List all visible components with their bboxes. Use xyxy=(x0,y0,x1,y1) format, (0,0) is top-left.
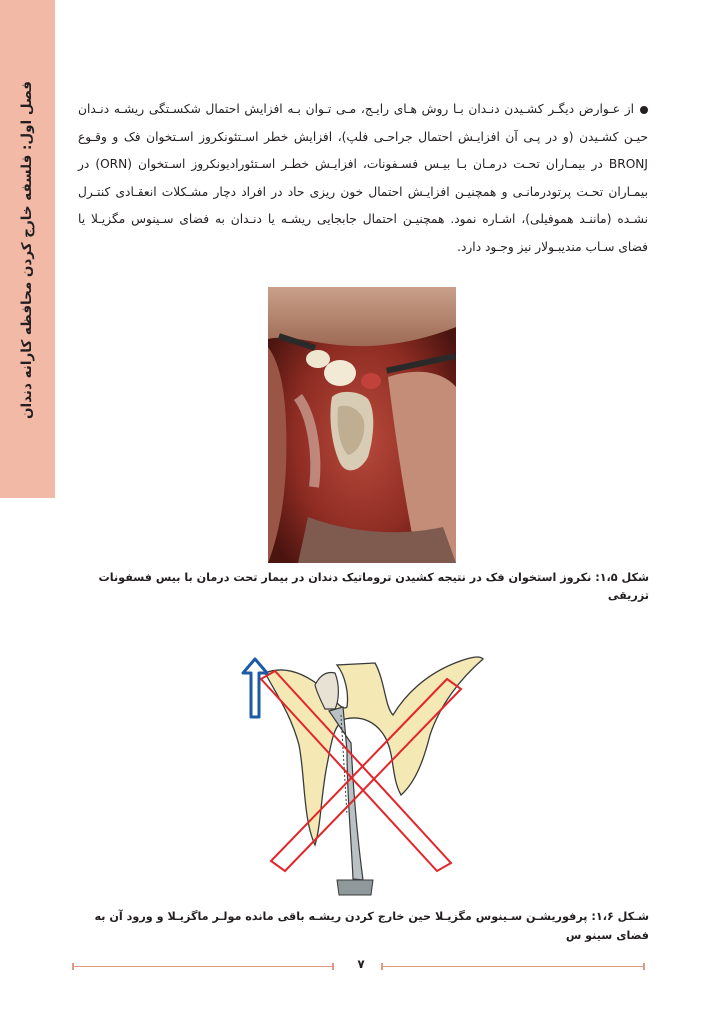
figure-1-caption: شکل ۱،۵: نکروز استخوان فک در نتیجه کشیدن تروماتیک دندان در بیمار تحت درمان با بیس فسفونات تزریقی xyxy=(98,571,649,602)
chapter-title: فصل اول: فلسفه خارج کردن محافظه کارانه دندان xyxy=(19,80,35,420)
clinical-photo-jaw-necrosis xyxy=(268,287,456,563)
page-number: ۷ xyxy=(357,957,365,971)
paragraph-text: از عـوارض دیگـر کشـیدن دنـدان بـا روش هـای رایـج، مـی تـوان بـه افزایش احتمال شکسـتگی ریشـه دنـدان حیـن کشـیدن (و در پـی آن افزایـش احتمال جراحـی فلپ)، افزایش خطر اسـتئونکروز اسـتخوان فک و وقـوع BRONJ در بیمـاران تحـت درمـان بـا بیـس فسـفونات، افزایـش خطـر اسـتئورادیونکروز اسـتخوان (ORN) در بیمـاران تحـت پرتودرمانـی و همچنیـن افزایـش احتمال خون ریزی حاد در افراد دچار مشـکلات انعقـادی کنتـرل نشـده (ماننـد هموفیلی)، اشـاره نمود. همچنیـن احتمال جابجایی ریشـه یا دنـدان به فضای سـینوس مگزیـلا یا فضای سـاب مندیبـولار نیز وجـود دارد. xyxy=(78,102,648,254)
figure-2-caption: شـکل ۱،۶: پرفوریشـن سـینوس مگزیـلا حین خارج کردن ریشـه باقی مانده مولـر ماگزیـلا و ورود آن به فضای سینو س xyxy=(94,910,649,942)
footer-rule-right-cap-start xyxy=(381,963,383,970)
diagram-illustration xyxy=(225,645,500,900)
footer-rule-right-cap-end xyxy=(643,963,645,970)
body-paragraph xyxy=(78,96,648,261)
footer-rule-left-cap-start xyxy=(72,963,74,970)
chapter-side-tab xyxy=(0,0,55,498)
footer-rule-right xyxy=(381,966,645,967)
bullet-icon xyxy=(640,106,648,114)
footer-rule-left xyxy=(72,966,334,967)
clinical-photo-illustration xyxy=(268,287,456,563)
sinus-perforation-diagram xyxy=(225,645,500,900)
footer-rule-left-cap-end xyxy=(332,963,334,970)
arrow-up-icon xyxy=(243,659,267,717)
